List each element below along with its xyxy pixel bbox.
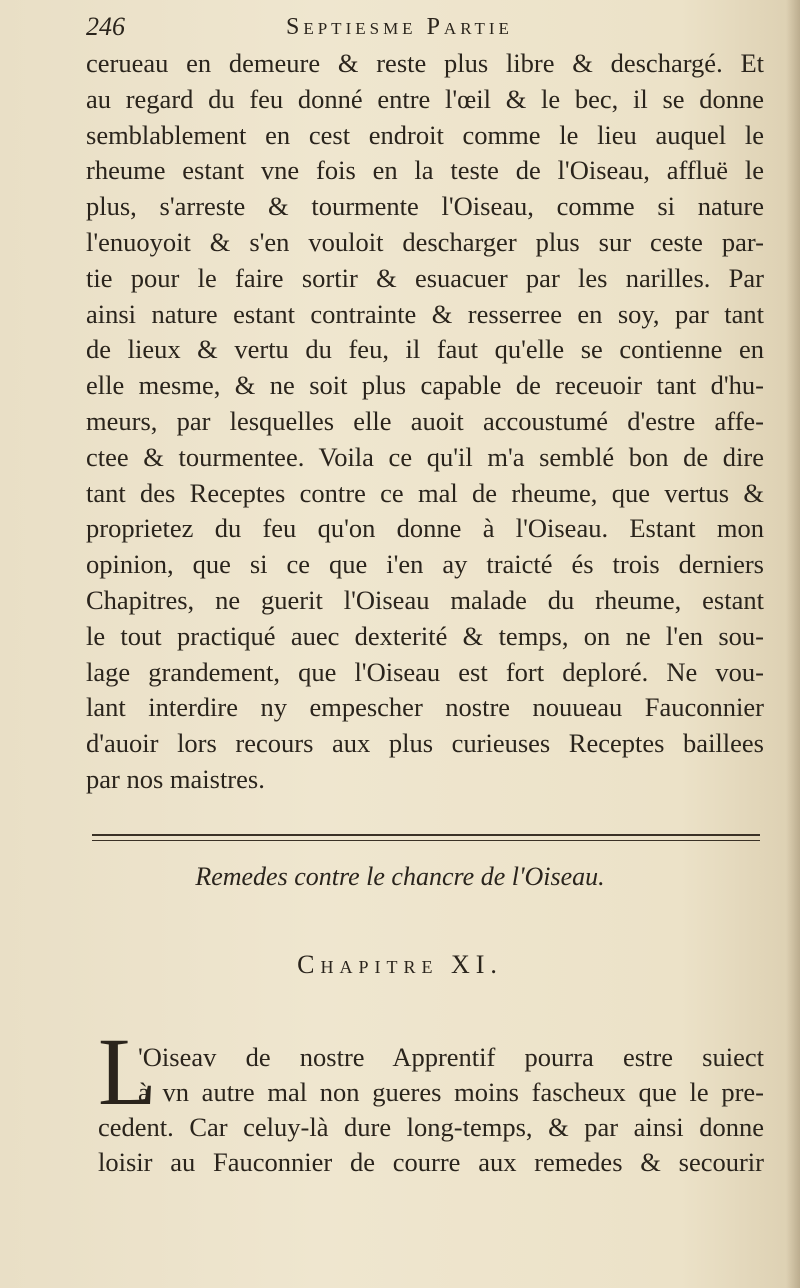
text-line: ctee & tourmentee. Voila ce qu'il m'a semblé bon de dire [86,441,764,472]
section-heading: Remedes contre le chancre de l'Oiseau. [195,862,605,891]
text-line: proprietez du feu qu'on donne à l'Oiseau. Estant mon [86,513,764,544]
text-line: rheume estant vne fois en la teste de l'Oiseau, affluë le [86,155,764,186]
page-gutter-shadow [786,0,800,1288]
page-header [86,10,766,46]
text-line: loisir au Fauconnier de courre aux remedes & secourir [98,1147,764,1177]
text-line: l'enuoyoit & s'en vouloit descharger plus sur ceste par- [86,226,764,257]
text-line: lant interdire ny empescher nostre nouueau Fauconnier [86,692,764,723]
text-line: d'auoir lors recours aux plus curieuses Receptes baillees [86,728,764,759]
text-line: cedent. Car celuy-là dure long-temps, & par ainsi donne [98,1112,764,1142]
text-line: par nos maistres. [86,763,265,794]
text-line: elle mesme, & ne soit plus capable de receuoir tant d'hu- [86,370,764,401]
text-line: tie pour le faire sortir & esuacuer par les narilles. Par [86,262,764,293]
text-line: cerueau en demeure & reste plus libre & deschargé. Et [86,48,764,78]
text-line: à vn autre mal non gueres moins fascheux que le pre- [138,1077,764,1107]
text-line: lage grandement, que l'Oiseau est fort deploré. Ne vou- [86,656,764,687]
running-head: Septiesme Partie [286,14,513,40]
page-number: 246 [86,12,125,41]
section-divider-rule [92,834,760,841]
text-line: le tout practiqué auec dexterité & temps, on ne l'en sou- [86,620,764,651]
text-line: 'Oiseav de nostre Apprentif pourra estre suiect [138,1042,764,1072]
text-line: tant des Receptes contre ce mal de rheume, que vertus & [86,477,764,508]
text-line: Chapitres, ne guerit l'Oiseau malade du rheume, estant [86,584,764,615]
text-line: opinion, que si ce que i'en ay traicté és trois derniers [86,549,764,580]
drop-cap: L [98,1018,157,1125]
body-paragraph [86,46,764,798]
text-line: semblablement en cest endroit comme le lieu auquel le [86,119,764,150]
chapter-title: Chapitre XI. [297,950,503,979]
text-line: plus, s'arreste & tourmente l'Oiseau, comme si nature [86,191,764,222]
text-line: de lieux & vertu du feu, il faut qu'elle se contienne en [86,334,764,365]
text-line: au regard du feu donné entre l'œil & le bec, il se donne [86,83,764,114]
chapter-paragraph [98,1040,764,1180]
text-line: meurs, par lesquelles elle auoit accoustumé d'estre affe- [86,405,764,436]
text-line: ainsi nature estant contrainte & resserree en soy, par tant [86,298,764,329]
